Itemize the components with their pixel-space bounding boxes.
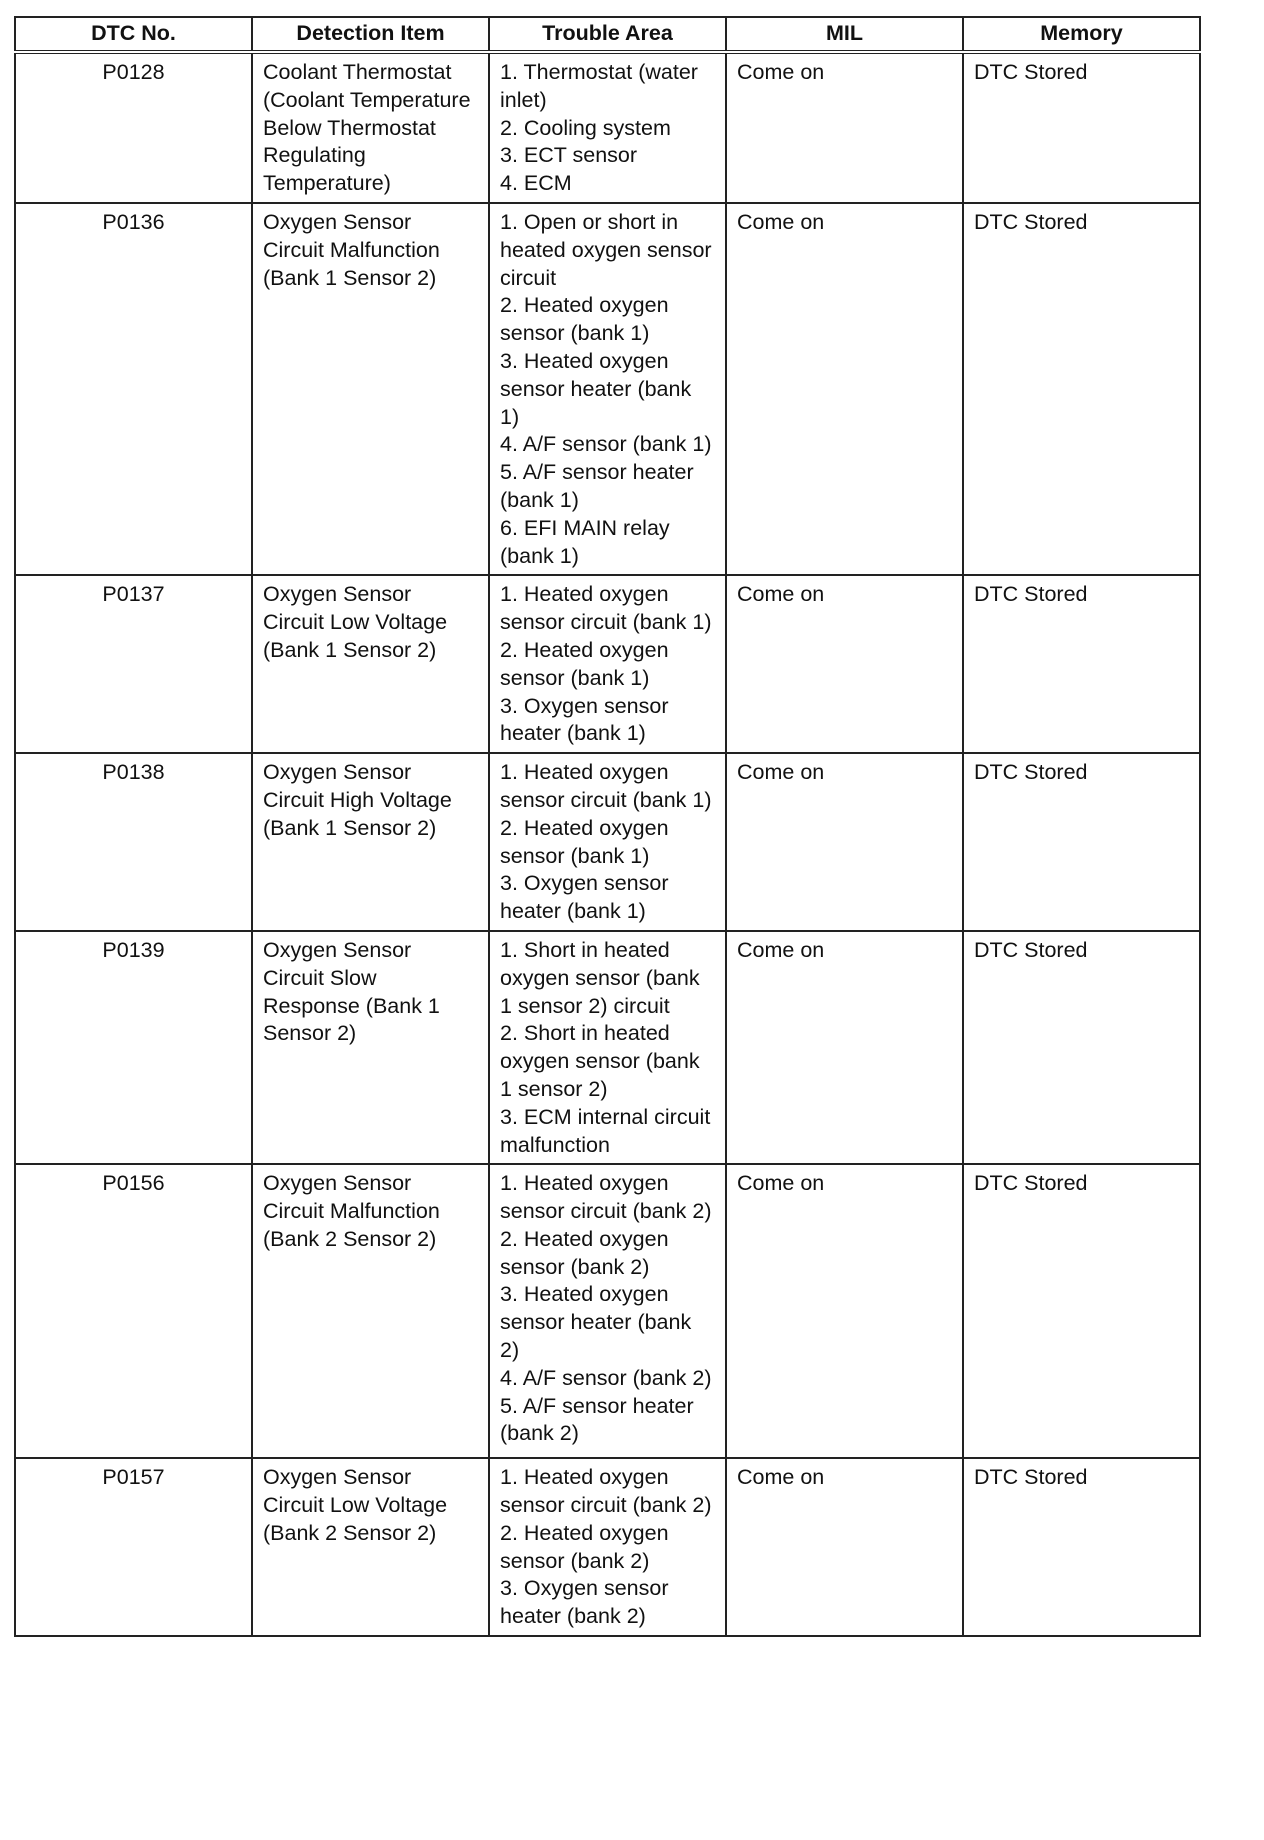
dtc-code-cell: P0157 (15, 1458, 252, 1636)
mil-cell: Come on (726, 52, 963, 203)
detection-item-cell: Oxygen Sensor Circuit Low Voltage (Bank 1 Sensor 2) (252, 575, 489, 753)
trouble-area-item: 2. Short in heated oxygen sensor (bank 1 sensor 2) (500, 1021, 700, 1101)
header-memory: Memory (963, 17, 1200, 52)
detection-item-cell: Coolant Thermostat (Coolant Temperature Below Thermostat Regulating Temperature) (252, 52, 489, 203)
trouble-area-item: 3. ECT sensor (500, 143, 638, 168)
trouble-area-item: 1. Thermostat (water inlet) (500, 60, 698, 112)
trouble-area-item: 2. Heated oxygen sensor (bank 2) (500, 1226, 669, 1279)
dtc-code-cell: P0139 (15, 931, 252, 1164)
table-header (15, 17, 1200, 52)
trouble-area-item: 6. EFI MAIN relay (bank 1) (500, 515, 670, 568)
detection-item-cell: Oxygen Sensor Circuit Malfunction (Bank 1 Sensor 2) (252, 203, 489, 575)
header-detection-item: Detection Item (252, 17, 489, 52)
trouble-area-item: 1. Open or short in heated oxygen sensor circuit (500, 210, 712, 290)
trouble-area-cell (489, 1458, 726, 1636)
detection-item-cell: Oxygen Sensor Circuit Slow Response (Bank 1 Sensor 2) (252, 931, 489, 1164)
table-row (15, 753, 1200, 931)
trouble-area-item: 2. Heated oxygen sensor (bank 1) (500, 815, 669, 868)
mil-cell: Come on (726, 931, 963, 1164)
mil-cell: Come on (726, 203, 963, 575)
header-mil: MIL (726, 17, 963, 52)
header-trouble-area: Trouble Area (489, 17, 726, 52)
mil-cell: Come on (726, 1458, 963, 1636)
trouble-area-item: 3. Oxygen sensor heater (bank 1) (500, 871, 669, 924)
trouble-area-item: 5. A/F sensor heater (bank 1) (500, 460, 694, 512)
table-body (15, 52, 1200, 1636)
memory-cell: DTC Stored (963, 203, 1200, 575)
mil-cell: Come on (726, 753, 963, 931)
memory-cell: DTC Stored (963, 931, 1200, 1164)
detection-item-cell: Oxygen Sensor Circuit Low Voltage (Bank 2 Sensor 2) (252, 1458, 489, 1636)
detection-item-cell: Oxygen Sensor Circuit Malfunction (Bank 2 Sensor 2) (252, 1164, 489, 1458)
trouble-area-item: 5. A/F sensor heater (bank 2) (500, 1393, 694, 1446)
memory-cell: DTC Stored (963, 575, 1200, 753)
trouble-area-cell (489, 52, 726, 203)
dtc-table (14, 16, 1201, 1637)
table-row (15, 52, 1200, 203)
trouble-area-item: 1. Heated oxygen sensor circuit (bank 1) (500, 582, 712, 635)
trouble-area-item: 4. A/F sensor (bank 1) (500, 432, 712, 457)
header-row (15, 17, 1200, 52)
detection-item-cell: Oxygen Sensor Circuit High Voltage (Bank 1 Sensor 2) (252, 753, 489, 931)
trouble-area-item: 2. Heated oxygen sensor (bank 2) (500, 1520, 669, 1573)
trouble-area-item: 1. Heated oxygen sensor circuit (bank 2) (500, 1465, 712, 1518)
memory-cell: DTC Stored (963, 1458, 1200, 1636)
trouble-area-cell (489, 753, 726, 931)
trouble-area-item: 3. Heated oxygen sensor heater (bank 1) (500, 348, 692, 429)
trouble-area-cell (489, 931, 726, 1164)
trouble-area-item: 1. Heated oxygen sensor circuit (bank 2) (500, 1171, 712, 1224)
trouble-area-cell (489, 575, 726, 753)
mil-cell: Come on (726, 575, 963, 753)
trouble-area-cell (489, 203, 726, 575)
table-row (15, 575, 1200, 753)
dtc-code-cell: P0138 (15, 753, 252, 931)
trouble-area-item: 3. Heated oxygen sensor heater (bank 2) (500, 1282, 692, 1363)
dtc-code-cell: P0156 (15, 1164, 252, 1458)
trouble-area-cell (489, 1164, 726, 1458)
trouble-area-item: 4. A/F sensor (bank 2) (500, 1365, 712, 1390)
mil-cell: Come on (726, 1164, 963, 1458)
trouble-area-item: 3. Oxygen sensor heater (bank 2) (500, 1576, 669, 1629)
table-row (15, 203, 1200, 575)
memory-cell: DTC Stored (963, 1164, 1200, 1458)
trouble-area-item: 3. Oxygen sensor heater (bank 1) (500, 693, 669, 746)
table-row (15, 1458, 1200, 1636)
dtc-code-cell: P0136 (15, 203, 252, 575)
trouble-area-item: 4. ECM (500, 171, 572, 196)
trouble-area-item: 2. Cooling system (500, 115, 671, 140)
header-dtc-no: DTC No. (15, 17, 252, 52)
trouble-area-item: 2. Heated oxygen sensor (bank 1) (500, 293, 669, 346)
memory-cell: DTC Stored (963, 753, 1200, 931)
table-row (15, 931, 1200, 1164)
table-row (15, 1164, 1200, 1458)
trouble-area-item: 1. Heated oxygen sensor circuit (bank 1) (500, 760, 712, 812)
memory-cell: DTC Stored (963, 52, 1200, 203)
dtc-code-cell: P0128 (15, 52, 252, 203)
trouble-area-item: 3. ECM internal circuit malfunction (500, 1104, 711, 1157)
trouble-area-item: 1. Short in heated oxygen sensor (bank 1 sensor 2) circuit (500, 937, 700, 1018)
trouble-area-item: 2. Heated oxygen sensor (bank 1) (500, 637, 669, 690)
dtc-code-cell: P0137 (15, 575, 252, 753)
